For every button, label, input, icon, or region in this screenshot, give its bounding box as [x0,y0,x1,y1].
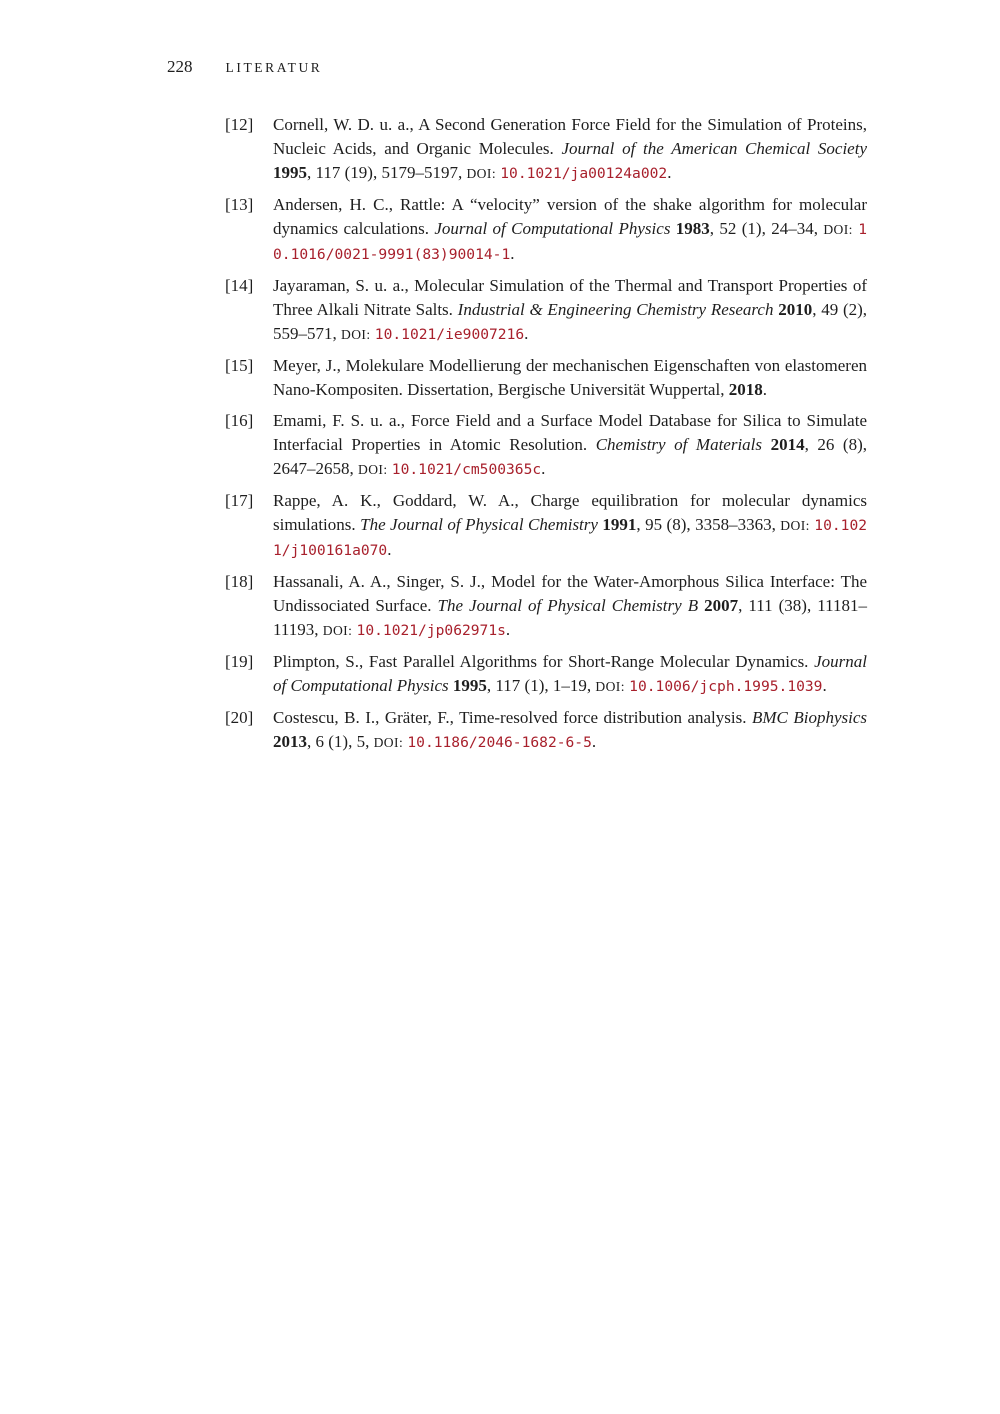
reference-number: [20] [225,708,254,727]
journal-name: The Journal of Physical Chemistry B [437,596,699,615]
reference-text-segment: . [387,540,392,559]
journal-name: BMC Biophysics [751,708,867,727]
doi-link[interactable]: 10.1021/cm500365c [391,461,542,478]
reference-number: [16] [225,411,254,430]
reference-item [225,706,867,755]
reference-text-segment: , 111 (38), 11181–11193, [273,596,867,639]
reference-item [225,354,867,402]
publication-year: 1995 [452,676,487,695]
reference-text-segment: , 117 (19), 5179–5197, [307,163,467,182]
reference-text-segment: Jayaraman, S. u. a., Molecular Simulation of the Thermal and Transport Properties of Three Alkali Nitrate Salts. [273,276,867,319]
reference-text [273,354,867,402]
running-head-title: LITERATUR [225,60,323,75]
reference-text [273,274,867,347]
reference-text-segment: , 26 (8), 2647–2658, [273,435,867,478]
doi-link[interactable]: 10.1021/j100161a070 [273,517,868,559]
reference-text-segment: , 117 (1), 1–19, [486,676,596,695]
reference-text-segment: Andersen, H. C., Rattle: A “velocity” version of the shake algorithm for molecular dynamics calculations. [273,195,867,238]
reference-text-segment: Costescu, B. I., Gräter, F., Time-resolved force distribution analysis. [273,708,752,727]
reference-text-segment: Cornell, W. D. u. a., A Second Generation Force Field for the Simulation of Proteins, Nucleic Acids, and Organic Molecules. [273,115,867,158]
doi-label: DOI: [358,462,388,477]
reference-item [225,409,867,482]
journal-name: Journal of Computational Physics [273,652,867,695]
reference-text-segment: . [510,244,515,263]
reference-item [225,274,867,347]
reference-text-segment: Rappe, A. K., Goddard, W. A., Charge equilibration for molecular dynamics simulations. [273,491,867,534]
journal-name: The Journal of Physical Chemistry [360,515,598,534]
reference-text-segment: , 6 (1), 5, [307,732,374,751]
reference-text-segment: , 52 (1), 24–34, [709,219,824,238]
doi-label: DOI: [341,327,371,342]
reference-text [273,113,867,186]
reference-text-segment: , 95 (8), 3358–3363, [636,515,781,534]
reference-item [225,570,867,643]
doi-label: DOI: [595,679,625,694]
reference-text-segment: Emami, F. S. u. a., Force Field and a Surface Model Database for Silica to Simulate Interfacial Properties in Atomic Resolution. [273,411,867,454]
reference-item [225,489,867,563]
reference-text [273,489,867,563]
journal-name: Chemistry of Materials [595,435,763,454]
publication-year: 2013 [273,732,307,751]
reference-text [273,193,867,267]
doi-link[interactable]: 10.1186/2046-1682-6-5 [407,734,592,751]
doi-link[interactable]: 10.1021/ja00124a002 [500,165,668,182]
publication-year: 2014 [770,435,805,454]
doi-label: DOI: [780,518,810,533]
reference-text [273,650,867,699]
doi-label: DOI: [373,735,404,750]
reference-text-segment: . [667,163,672,182]
reference-text [273,409,867,482]
publication-year: 1991 [602,515,637,534]
doi-label: DOI: [823,222,853,237]
reference-number: [13] [225,195,254,214]
reference-number: [14] [225,276,254,295]
publication-year: 2007 [704,596,739,615]
doi-link[interactable]: 10.1016/0021-9991(83)90014-1 [273,221,868,263]
reference-text-segment: . [591,732,597,751]
reference-number: [12] [225,115,254,134]
reference-text [273,570,867,643]
publication-year: 2018 [728,380,763,399]
reference-text-segment: Hassanali, A. A., Singer, S. J., Model for the Water-Amorphous Silica Interface: The Undissociated Surface. [273,572,867,615]
reference-text-segment: . [541,459,546,478]
doi-link[interactable]: 10.1021/jp062971s [356,622,506,639]
reference-text [273,706,867,755]
reference-number: [17] [225,491,254,510]
publication-year: 1983 [675,219,710,238]
reference-item [225,650,867,699]
journal-name: Industrial & Engineering Chemistry Research [457,300,774,319]
reference-text-segment: Meyer, J., Molekulare Modellierung der mechanischen Eigenschaften von elastomeren Nano-Kompositen. Dissertation, Bergische Universität Wuppertal, [273,356,867,399]
doi-label: DOI: [466,166,496,181]
reference-text-segment: . [822,676,827,695]
reference-number: [15] [225,356,254,375]
reference-text-segment: , 49 (2), 559–571, [273,300,868,343]
journal-name: Journal of Computational Physics [434,219,671,238]
reference-text-segment: . [505,620,511,639]
doi-label: DOI: [322,623,353,638]
reference-text-segment: . [524,324,529,343]
publication-year: 2010 [778,300,813,319]
page-number: 228 [167,57,193,76]
reference-number: [19] [225,652,254,671]
reference-text-segment: Plimpton, S., Fast Parallel Algorithms for Short-Range Molecular Dynamics. [273,652,815,671]
reference-number: [18] [225,572,254,591]
reference-item [225,113,867,186]
publication-year: 1995 [273,163,307,182]
journal-name: Journal of the American Chemical Society [561,139,867,158]
reference-text-segment [762,435,771,454]
doi-link[interactable]: 10.1006/jcph.1995.1039 [629,678,823,695]
running-header [0,0,1000,77]
reference-item [225,193,867,267]
reference-text-segment: . [762,380,767,399]
reference-list [225,113,867,755]
doi-link[interactable]: 10.1021/ie9007216 [374,326,525,343]
